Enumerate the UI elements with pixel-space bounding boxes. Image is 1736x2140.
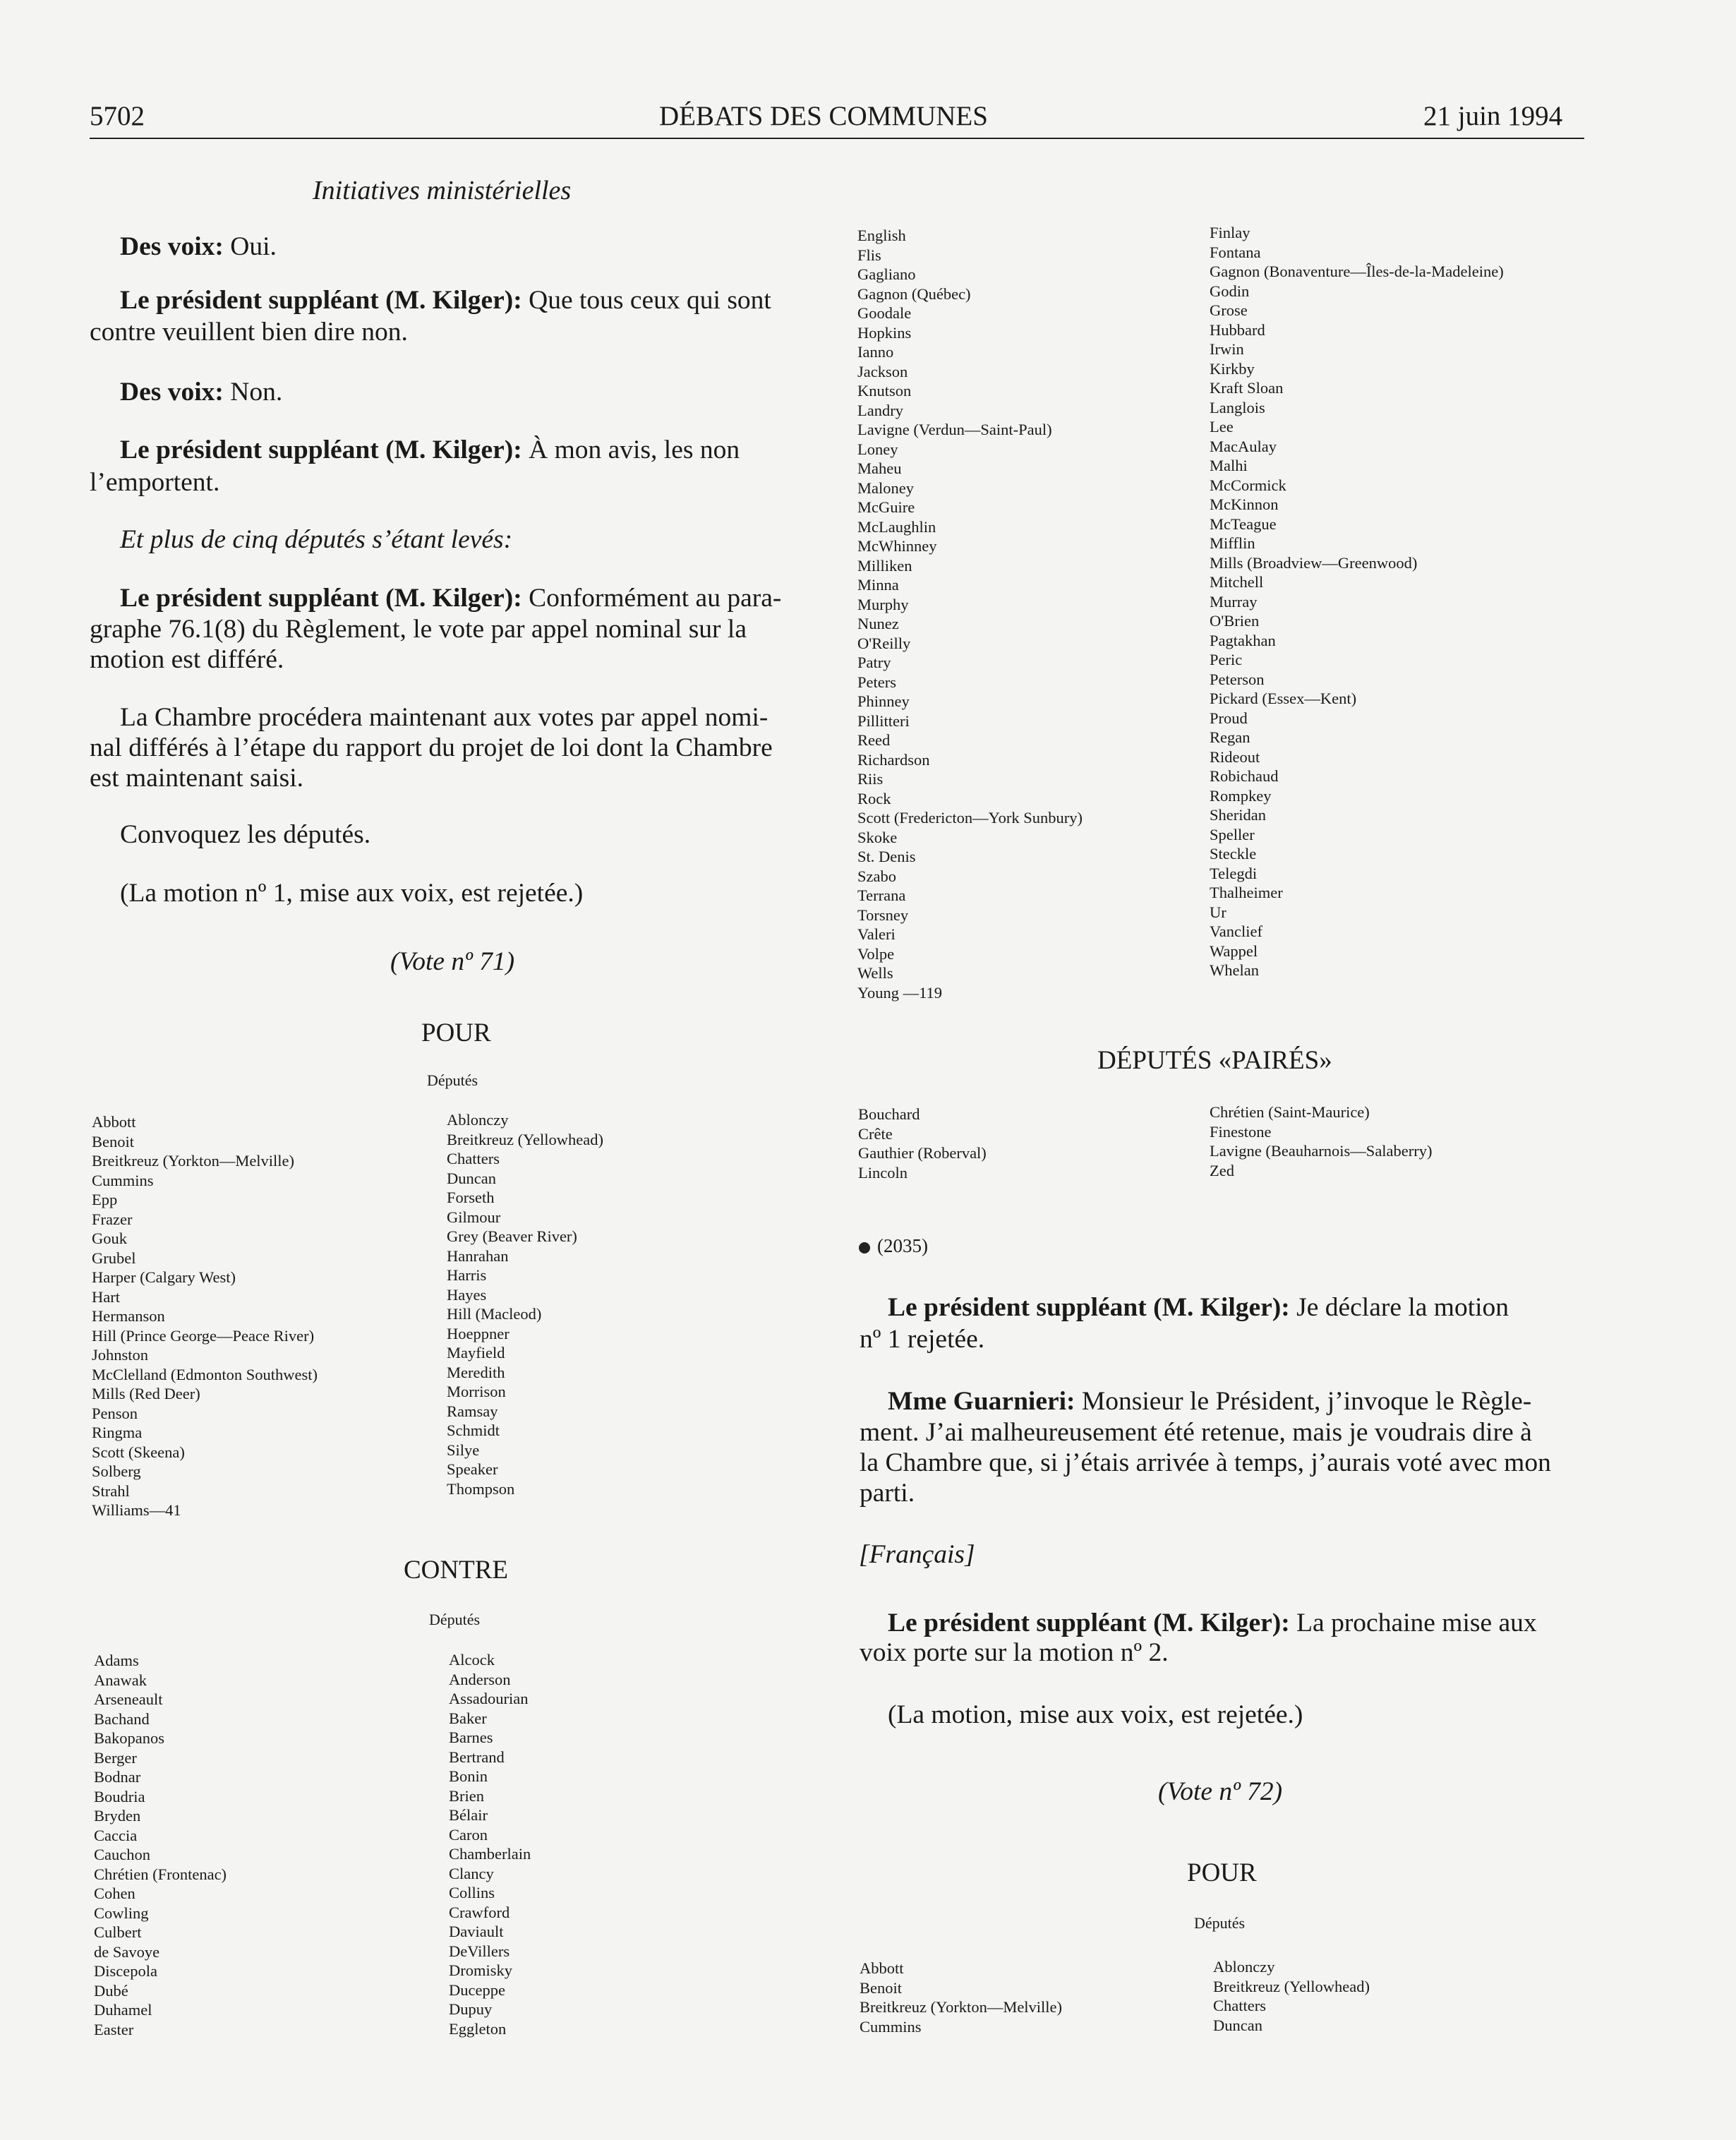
header-rule [90,138,1584,139]
member-name: Maheu [857,459,902,477]
member-name: Crête [858,1124,893,1143]
member-name: Pickard (Essex—Kent) [1210,690,1357,707]
member-name: English [857,227,906,244]
member-name: Chatters [1213,1997,1266,2014]
member-name: Dromisky [449,1961,512,1979]
member-name: Silye [447,1441,480,1459]
member-name: Pagtakhan [1210,631,1276,649]
member-name: Sheridan [1210,806,1266,824]
member-name: Hubbard [1210,320,1265,339]
member-name: Nunez [857,615,899,632]
member-name: Brien [449,1786,484,1805]
member-name: Bonin [449,1767,488,1785]
pour-list-col3 [860,1959,1062,2036]
member-name: Chamberlain [449,1845,531,1863]
member-name: Zed [1210,1161,1234,1179]
member-name: Cauchon [94,1846,150,1863]
member-name: Rompkey [1210,786,1272,805]
member-name: Morrison [447,1383,506,1400]
member-name: Duhamel [94,2001,152,2019]
member-name: Maloney [857,479,914,497]
paragraph: Le président suppléant (M. Kilger): À mon avis, les non [120,435,740,464]
member-name: O'Reilly [857,634,911,652]
member-name: Berger [94,1748,137,1767]
member-name: Caccia [94,1826,138,1844]
member-name: Thompson [447,1479,515,1498]
member-name: Riis [857,770,884,788]
member-name: Milliken [857,556,912,575]
subheading-deputes: Députés [427,1071,478,1089]
member-name: St. Denis [857,848,916,865]
member-name: Alcock [449,1651,495,1669]
member-name: Mayfield [447,1344,505,1361]
member-name: Mills (Red Deer) [92,1385,200,1402]
member-name: McCormick [1210,476,1286,494]
pour-list-col2 [447,1110,603,1498]
speaker: Le président suppléant (M. Kilger): [120,584,522,613]
contre-list-col1 [94,1651,227,2039]
member-name: Grey (Beaver River) [447,1227,577,1245]
member-name: Pillitteri [857,711,910,730]
member-name: Lee [1210,418,1234,435]
member-name: Valeri [857,925,896,943]
member-name: Finlay [1210,224,1250,241]
member-name: Peters [857,673,896,691]
member-name: Solberg [92,1462,141,1480]
member-name: Volpe [857,944,895,963]
member-name: Bakopanos [94,1729,164,1747]
member-name: Bouchard [858,1105,920,1123]
member-name: Breitkreuz (Yorkton—Melville) [92,1152,295,1170]
member-name: Breitkreuz (Yorkton—Melville) [860,1998,1063,2016]
member-name: Benoit [860,1978,902,1997]
member-name: Duncan [447,1169,496,1187]
member-name: Whelan [1210,961,1259,979]
language-marker: [Français] [859,1540,975,1569]
contre-list-col2 [449,1650,531,2038]
member-name: Harris [447,1266,487,1284]
member-name: Anawak [94,1671,147,1689]
member-name: Mitchell [1210,573,1264,591]
member-name: Benoit [92,1132,134,1150]
member-name: Bodnar [94,1768,141,1786]
member-name: Bertrand [449,1748,505,1766]
member-name: Lavigne (Beauharnois—Salaberry) [1210,1142,1433,1160]
member-name: Strahl [92,1481,130,1500]
member-name: Mifflin [1210,534,1255,552]
member-name: Goodale [857,304,912,322]
member-name: Wells [857,964,893,982]
member-name: Gagnon (Bonaventure—Îles-de-la-Madeleine) [1210,263,1504,280]
member-name: Baker [449,1709,487,1727]
member-name: McTeague [1210,515,1277,533]
member-name: Scott (Skeena) [92,1443,185,1461]
paires-list-col2 [1210,1102,1433,1180]
time-marker: (2035) [859,1235,928,1257]
member-name: Chatters [447,1150,500,1167]
member-name: Cowling [94,1904,149,1922]
member-name: Hart [92,1287,120,1306]
member-name: McWhinney [857,537,937,555]
paragraph-line: l’emportent. [90,468,220,497]
member-name: Gilmour [447,1208,501,1226]
member-name: Chrétien (Saint-Maurice) [1210,1103,1370,1121]
member-name: McKinnon [1210,495,1279,513]
section-heading-pour: POUR [1187,1858,1257,1887]
page-date: 21 juin 1994 [1423,101,1563,131]
pour-list-col4 [1213,1957,1370,2035]
member-name: McClelland (Edmonton Southwest) [92,1365,318,1383]
contre-list-col3 [857,226,1083,1002]
member-name: Lavigne (Verdun—Saint-Paul) [857,421,1052,438]
member-name: Grose [1210,301,1248,319]
member-name: Hayes [447,1285,487,1304]
member-name: Hopkins [857,323,912,342]
member-name: Murphy [857,595,909,613]
member-name: Eggleton [449,2019,507,2038]
bullet-icon [859,1242,870,1254]
speaker: Mme Guarnieri: [888,1387,1075,1416]
paragraph-line: motion est différé. [90,645,284,674]
member-name: Schmidt [447,1421,500,1439]
paragraph: Le président suppléant (M. Kilger): Je déclare la motion [888,1293,1509,1322]
subheading-deputes: Députés [1194,1914,1246,1932]
member-name: Skoke [857,828,898,846]
member-name: Langlois [1210,398,1265,416]
paragraph: Convoquez les députés. [120,820,371,849]
member-name: Boudria [94,1787,145,1805]
paragraph: Le président suppléant (M. Kilger): Conformément au para- [120,584,782,613]
member-name: Hill (Prince George—Peace River) [92,1326,315,1345]
member-name: DeVillers [449,1942,510,1960]
member-name: Daviault [449,1923,504,1940]
member-name: Discepola [94,1962,157,1980]
member-name: Gauthier (Roberval) [858,1144,987,1162]
member-name: Regan [1210,728,1250,746]
member-name: Terrana [857,886,906,904]
member-name: Steckle [1210,845,1257,862]
member-name: Patry [857,654,891,671]
vote-number: (Vote nº 71) [390,947,515,976]
member-name: Anderson [449,1670,511,1688]
member-name: Dubé [94,1981,128,2000]
paragraph: Et plus de cinq députés s’étant levés: [120,525,513,554]
member-name: McLaughlin [857,517,936,536]
member-name: Bryden [94,1807,141,1825]
member-name: Grubel [92,1249,136,1267]
member-name: Caron [449,1825,488,1844]
member-name: Szabo [857,867,896,885]
member-name: Abbott [92,1113,136,1131]
member-name: Hermanson [92,1307,165,1325]
member-name: Godin [1210,282,1250,300]
vote-number: (Vote nº 72) [1158,1777,1283,1806]
publication-title: DÉBATS DES COMMUNES [659,101,988,131]
member-name: Knutson [857,382,912,399]
paragraph-line: ment. J’ai malheureusement été retenue, mais je voudrais dire à [860,1418,1532,1447]
paragraph-line: parti. [860,1479,915,1508]
member-name: Ringma [92,1424,143,1441]
member-name: Malhi [1210,457,1248,474]
speaker: Le président suppléant (M. Kilger): [120,435,522,464]
member-name: Harper (Calgary West) [92,1268,236,1286]
member-name: Speaker [447,1460,498,1478]
member-name: Peric [1210,651,1243,668]
member-name: Kirkby [1210,359,1255,378]
member-name: Dupuy [449,2000,493,2018]
member-name: Ur [1210,903,1226,921]
member-name: O'Brien [1210,612,1260,630]
paragraph: Mme Guarnieri: Monsieur le Président, j’invoque le Règle- [888,1387,1532,1416]
paragraph-line: contre veuillent bien dire non. [90,318,408,347]
member-name: Jackson [857,362,908,380]
member-name: Gagliano [857,265,916,283]
member-name: Hoeppner [447,1324,510,1342]
member-name: Breitkreuz (Yellowhead) [447,1130,604,1148]
paragraph: Des voix: Oui. [120,232,277,261]
member-name: Reed [857,731,891,749]
member-name: Penson [92,1404,138,1422]
member-name: Clancy [449,1864,494,1882]
member-name: Bachand [94,1709,150,1728]
member-name: Cohen [94,1884,135,1902]
member-name: Loney [857,440,898,458]
member-name: Lincoln [858,1163,908,1182]
member-name: Telegdi [1210,864,1258,882]
member-name: Culbert [94,1923,142,1941]
member-name: Speller [1210,825,1255,843]
member-name: McGuire [857,498,915,516]
member-name: Kraft Sloan [1210,379,1284,397]
subheading-deputes: Députés [429,1611,481,1628]
section-heading-pour: POUR [421,1018,491,1047]
member-name: Gagnon (Québec) [857,284,971,303]
member-name: Vanclief [1210,922,1262,940]
member-name: Torsney [857,906,909,924]
speaker: Le président suppléant (M. Kilger): [888,1293,1290,1322]
member-name: de Savoye [94,1942,160,1961]
member-name: Arseneault [94,1690,163,1708]
paragraph-line: nº 1 rejetée. [860,1325,985,1354]
section-heading-paires: DÉPUTÉS «PAIRÉS» [1097,1046,1332,1075]
member-name: Forseth [447,1189,495,1206]
speaker: Des voix: [120,232,224,261]
pour-list-col1 [92,1112,318,1520]
paragraph: (La motion, mise aux voix, est rejetée.) [888,1700,1303,1729]
member-name: Williams—41 [92,1501,181,1519]
member-name: Epp [92,1191,118,1208]
member-name: Gouk [92,1230,127,1247]
member-name: MacAulay [1210,437,1277,455]
member-name: Duceppe [449,1980,505,1999]
paragraph: La Chambre procédera maintenant aux votes par appel nomi- [120,703,768,732]
member-name: Landry [857,401,903,419]
member-name: Proud [1210,709,1248,727]
member-name: Robichaud [1210,767,1279,785]
member-name: Mills (Broadview—Greenwood) [1210,553,1418,572]
member-name: Minna [857,576,899,594]
member-name: Adams [94,1652,139,1669]
member-name: Scott (Fredericton—York Sunbury) [857,809,1083,826]
member-name: Rock [857,789,891,807]
member-name: Cummins [860,2017,922,2036]
member-name: Hill (Macleod) [447,1305,542,1323]
member-name: Fontana [1210,243,1261,261]
member-name: Ianno [857,343,894,361]
member-name: Bélair [449,1806,488,1824]
member-name: Wappel [1210,942,1258,960]
section-title: Initiatives ministérielles [313,176,572,205]
member-name: Rideout [1210,747,1260,766]
member-name: Ramsay [447,1402,498,1420]
contre-list-col4 [1210,223,1504,980]
paragraph-line: est maintenant saisi. [90,764,304,793]
paragraph-line: nal différés à l’étape du rapport du projet de loi dont la Chambre [90,733,773,762]
member-name: Frazer [92,1210,133,1228]
paragraph-line: la Chambre que, si j’étais arrivée à temps, j’aurais voté avec mon [860,1448,1551,1477]
member-name: Ablonczy [447,1111,509,1129]
section-heading-contre: CONTRE [404,1556,508,1585]
paires-list-col1 [858,1105,987,1182]
member-name: Ablonczy [1213,1958,1275,1976]
speaker: Des voix: [120,378,224,407]
member-name: Peterson [1210,670,1265,688]
member-name: Murray [1210,592,1258,611]
member-name: Barnes [449,1729,493,1746]
paragraph: Le président suppléant (M. Kilger): Que tous ceux qui sont [120,286,771,315]
member-name: Duncan [1213,2016,1262,2034]
member-name: Cummins [92,1171,154,1189]
member-name: Johnston [92,1346,149,1364]
member-name: Irwin [1210,340,1244,358]
member-name: Meredith [447,1363,505,1381]
paragraph: Le président suppléant (M. Kilger): La prochaine mise aux [888,1609,1537,1637]
member-name: Easter [94,2020,134,2038]
paragraph: Des voix: Non. [120,378,283,407]
member-name: Collins [449,1884,495,1901]
page-number: 5702 [90,101,145,131]
member-name: Abbott [860,1959,904,1977]
member-name: Thalheimer [1210,884,1283,901]
member-name: Assadourian [449,1690,529,1707]
member-name: Finestone [1210,1122,1272,1141]
member-name: Phinney [857,692,910,710]
speaker: Le président suppléant (M. Kilger): [888,1609,1290,1637]
member-name: Flis [857,246,881,264]
speaker: Le président suppléant (M. Kilger): [120,286,522,315]
paragraph-line: graphe 76.1(8) du Règlement, le vote par appel nominal sur la [90,615,747,644]
member-name: Crawford [449,1903,510,1921]
member-name: Richardson [857,750,930,769]
paragraph-line: voix porte sur la motion nº 2. [860,1638,1169,1667]
paragraph: (La motion nº 1, mise aux voix, est rejetée.) [120,879,584,908]
member-name: Chrétien (Frontenac) [94,1865,227,1883]
member-name: Hanrahan [447,1246,509,1265]
member-name: Breitkreuz (Yellowhead) [1213,1977,1370,1995]
member-name: Young —119 [857,983,943,1002]
